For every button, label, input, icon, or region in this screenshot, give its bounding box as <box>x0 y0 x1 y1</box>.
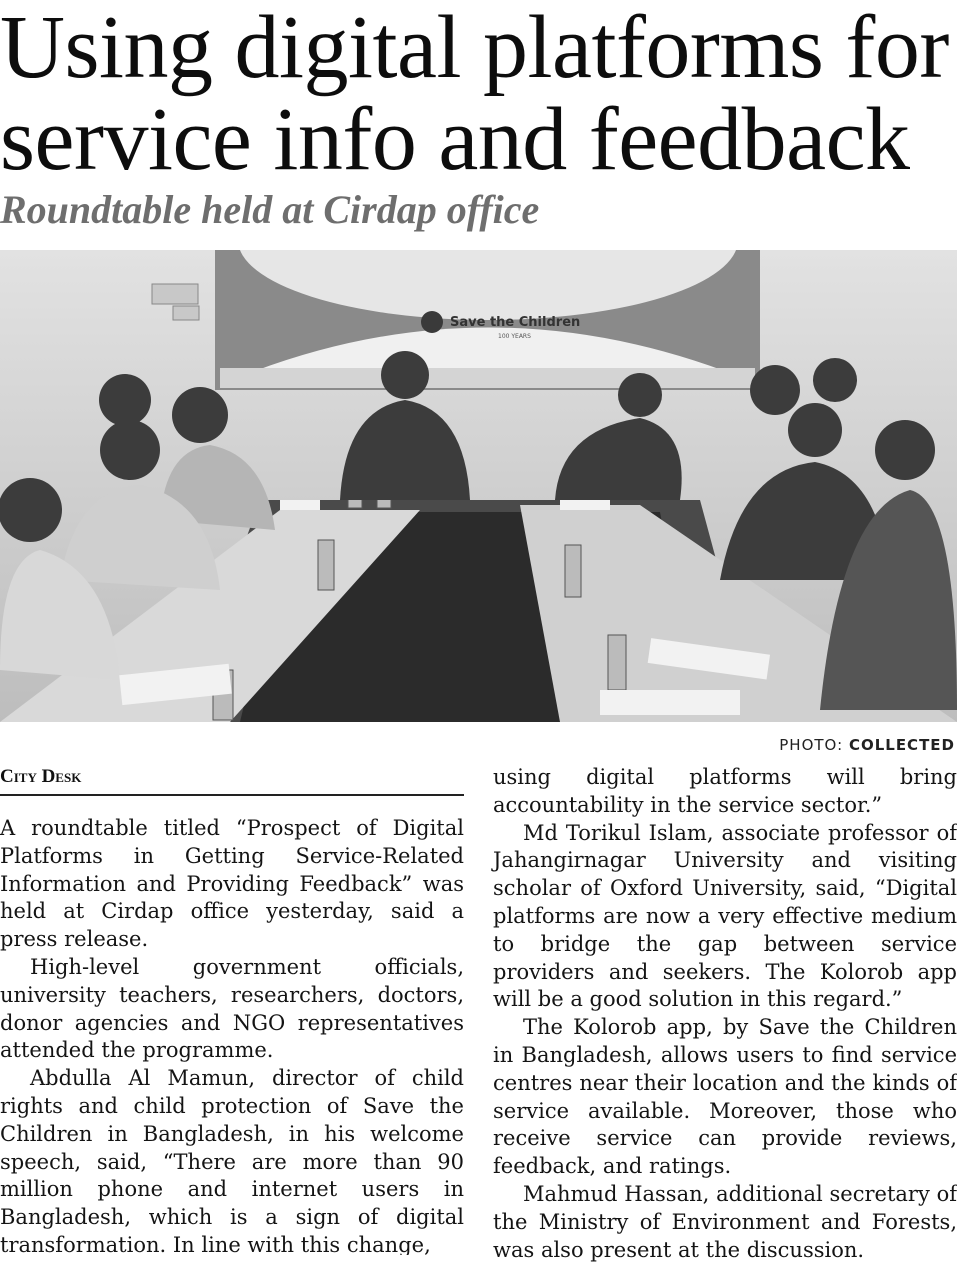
byline: City Desk <box>0 766 464 796</box>
article-body-left-column <box>0 815 464 1255</box>
paragraph: Md Torikul Islam, associate professor of Jahangirnagar University and visiting scholar of Oxford University, said, “Digital platforms are now a very effective medium to bridge the gap between service providers and seekers. The Kolorob app will be a good solution in this regard.” <box>493 820 957 1012</box>
banner-text: Save the Children <box>450 315 581 330</box>
subheadline: Roundtable held at Cirdap office <box>0 187 540 232</box>
headline: Using digital platforms for service info and feedback <box>0 0 949 189</box>
paragraph: using digital platforms will bring accountability in the service sector.” <box>493 765 957 817</box>
banner-subtext: 100 YEARS <box>498 333 531 340</box>
paragraph: High-level government officials, university teachers, researchers, doctors, donor agencies and NGO representatives attended the programme. <box>0 954 464 1063</box>
paragraph: Mahmud Hassan, additional secretary of the Ministry of Environment and Forests, was also present at the discussion. <box>493 1181 957 1262</box>
save-the-children-logo-icon <box>421 311 443 333</box>
photo-credit-prefix: PHOTO: <box>779 736 849 754</box>
article-photo <box>0 250 957 722</box>
paragraph: Abdulla Al Mamun, director of child rights and child protection of Save the Children in Bangladesh, in his welcome speech, said, “There are more than 90 million phone and internet users in Bangladesh, which is a sign of digital transformation. In line with this change, <box>0 1066 464 1255</box>
roundtable-photo-illustration <box>0 250 957 722</box>
photo-credit-source: COLLECTED <box>848 736 955 754</box>
article-body-right-column <box>493 764 957 1264</box>
photo-credit <box>779 736 955 754</box>
paragraph: The Kolorob app, by Save the Children in Bangladesh, allows users to find service centres near their location and the kinds of service available. Moreover, those who receive service can provide reviews, feedback, and ratings. <box>493 1015 957 1179</box>
paragraph: A roundtable titled “Prospect of Digital Platforms in Getting Service-Related Information and Providing Feedback” was held at Cirdap office yesterday, said a press release. <box>0 816 464 952</box>
